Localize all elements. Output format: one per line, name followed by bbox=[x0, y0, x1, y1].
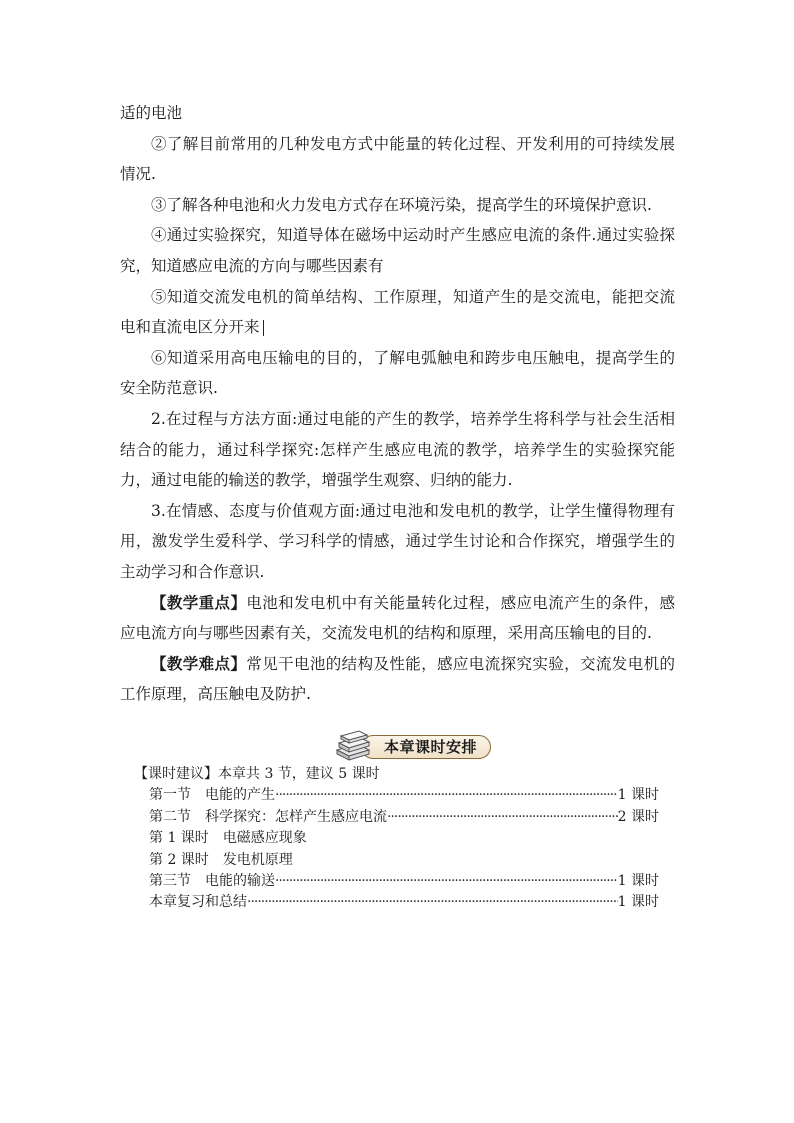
schedule-header-text: 本章共 3 节，建议 5 课时 bbox=[218, 766, 380, 782]
schedule-row-hours: 1 课时 bbox=[617, 894, 659, 911]
key-points-label: 【教学重点】 bbox=[151, 592, 247, 612]
key-points-text: 电池和发电机中有关能量转化过程，感应电流产生的条件，感应电流方向与哪些因素有关，交流发电机的结构和原理，采用高压输电的目的. bbox=[120, 593, 675, 643]
difficulties-text: 常见干电池的结构及性能，感应电流探究实验，交流发电机的工作原理，高压触电及防护. bbox=[120, 654, 675, 704]
schedule-row bbox=[149, 807, 664, 828]
schedule-row-name: 第一节 电能的产生 bbox=[149, 787, 275, 804]
difficulties-paragraph bbox=[120, 649, 675, 710]
objective-item-5-wrap bbox=[120, 282, 675, 343]
objective-continuation: 适的电池 bbox=[120, 104, 183, 122]
leader-dots bbox=[247, 892, 618, 913]
lesson-schedule bbox=[134, 764, 664, 914]
objective-item-5: ⑤知道交流发电机的简单结构、工作原理，知道产生的是交流电，能把交流电和直流电区分开来 bbox=[120, 287, 675, 337]
schedule-row bbox=[149, 892, 664, 913]
schedule-row bbox=[149, 871, 664, 892]
objective-item-3: ③了解各种电池和火力发电方式存在环境污染，提高学生的环境保护意识. bbox=[151, 195, 652, 214]
schedule-sub-row: 第 1 课时 电磁感应现象 bbox=[149, 830, 307, 847]
schedule-header-label: 【课时建议】 bbox=[134, 766, 218, 782]
schedule-row-name: 第三节 电能的输送 bbox=[149, 873, 275, 890]
emotion-values-paragraph: 3.在情感、态度与价值观方面:通过电池和发电机的教学，让学生懂得物理有用，激发学生爱科学、学习科学的情感，通过学生讨论和合作探究，增强学生的主动学习和合作意识. bbox=[120, 501, 675, 581]
schedule-row-hours: 1 课时 bbox=[617, 873, 659, 890]
schedule-row-name: 本章复习和总结 bbox=[149, 894, 247, 911]
objective-item-4: ④通过实验探究，知道导体在磁场中运动时产生感应电流的条件.通过实验探究，知道感应电流的方向与哪些因素有 bbox=[120, 226, 675, 275]
process-methods-paragraph: 2.在过程与方法方面:通过电能的产生的教学，培养学生将科学与社会生活相结合的能力，通过科学探究:怎样产生感应电流的教学，培养学生的实验探究能力，通过电能的输送的教学，增强学生观察、归纳的能力. bbox=[120, 409, 675, 490]
key-points-paragraph bbox=[120, 588, 675, 649]
objectives-section bbox=[120, 98, 675, 710]
schedule-header bbox=[134, 764, 664, 785]
schedule-sub-row: 第 2 课时 发电机原理 bbox=[149, 851, 293, 868]
text-cursor bbox=[263, 320, 264, 336]
schedule-row bbox=[149, 785, 664, 806]
leader-dots bbox=[275, 871, 618, 892]
schedule-row-hours: 2 课时 bbox=[617, 808, 659, 825]
objective-item-6: ⑥知道采用高电压输电的目的，了解电弧触电和跨步电压触电，提高学生的安全防范意识. bbox=[120, 348, 675, 398]
leader-dots bbox=[387, 807, 618, 828]
banner-title: 本章课时安排 bbox=[383, 738, 477, 756]
leader-dots bbox=[275, 785, 618, 806]
objective-item-2: ②了解目前常用的几种发电方式中能量的转化过程、开发利用的可持续发展情况. bbox=[120, 134, 675, 184]
chapter-schedule-banner bbox=[333, 728, 493, 762]
difficulties-label: 【教学难点】 bbox=[151, 653, 247, 673]
books-icon bbox=[333, 728, 373, 762]
schedule-row-hours: 1 课时 bbox=[617, 787, 659, 804]
schedule-row-name: 第二节 科学探究：怎样产生感应电流 bbox=[149, 808, 387, 825]
